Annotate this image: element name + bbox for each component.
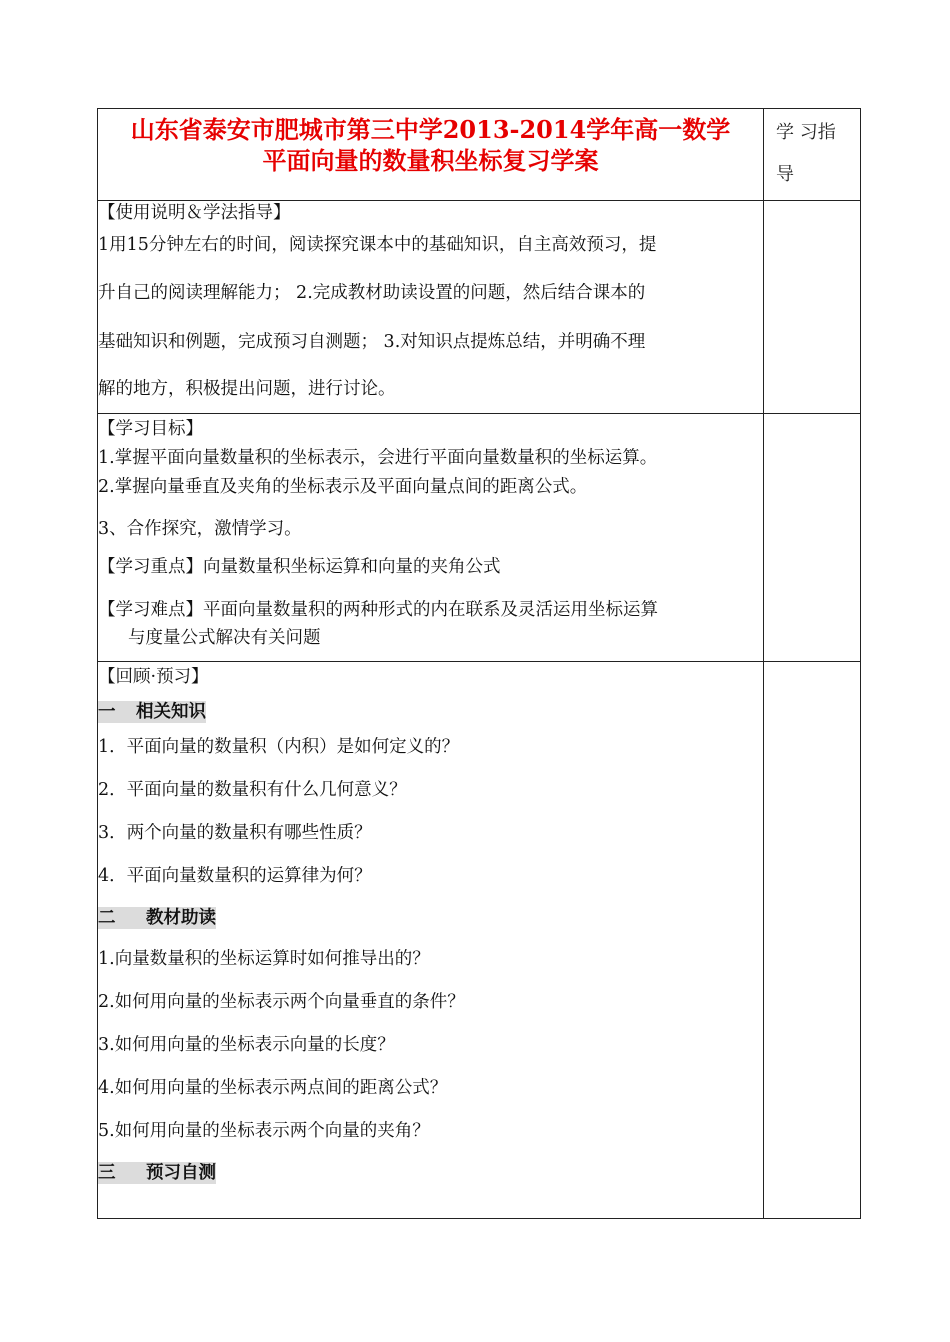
section-2-item-5: 5.如何用向量的坐标表示两个向量的夹角？ [98, 1121, 430, 1141]
section-2-item-2: 2.如何用向量的坐标表示两个向量垂直的条件？ [98, 992, 465, 1012]
section-1-highlight [98, 701, 206, 723]
side-label-line-1: 学 习指 [776, 122, 836, 143]
section-1-title: 相关知识 [136, 702, 206, 722]
objective-2: 2.掌握向量垂直及夹角的坐标表示及平面向量点间的距离公式。 [98, 477, 588, 497]
review-cell [98, 662, 764, 1219]
instructions-line-1: 1用15分钟左右的时间，阅读探究课本中的基础知识，自主高效预习，提 [98, 235, 657, 255]
objectives-row [98, 414, 861, 662]
title-line-1: 山东省泰安市肥城市第三中学2013-2014学年高一数学 [130, 115, 731, 144]
section-1-number: 一 [98, 702, 116, 722]
section-3-number: 三 [98, 1163, 116, 1183]
section-1-item-3: 3．两个向量的数量积有哪些性质？ [98, 823, 372, 843]
section-2-item-3: 3.如何用向量的坐标表示向量的长度？ [98, 1035, 395, 1055]
section-3-title: 预习自测 [146, 1163, 216, 1183]
objective-3: 3、合作探究，激情学习。 [98, 519, 302, 539]
objective-1: 1.掌握平面向量数量积的坐标表示，会进行平面向量数量积的坐标运算。 [98, 448, 658, 468]
side-cell-review [764, 662, 861, 1219]
review-row [98, 662, 861, 1219]
instructions-line-4: 解的地方，积极提出问题，进行讨论。 [98, 379, 396, 399]
side-cell-instructions [764, 201, 861, 414]
instructions-row [98, 201, 861, 414]
review-heading: 【回顾·预习】 [98, 667, 209, 687]
title-line-2: 平面向量的数量积坐标复习学案 [262, 146, 599, 175]
side-label [764, 109, 860, 195]
difficulty-line-1: 【学习难点】平面向量数量积的两种形式的内在联系及灵活运用坐标运算 [98, 600, 658, 620]
instructions-line-2: 升自己的阅读理解能力； 2.完成教材助读设置的问题，然后结合课本的 [98, 283, 646, 303]
section-2-title: 教材助读 [146, 908, 216, 928]
objectives-cell [98, 414, 764, 662]
side-label-line-2: 导 [776, 164, 794, 185]
key-points: 【学习重点】向量数量积坐标运算和向量的夹角公式 [98, 557, 501, 577]
section-2-highlight [98, 907, 216, 929]
section-2-item-1: 1.向量数量积的坐标运算时如何推导出的？ [98, 949, 430, 969]
section-3-header [98, 1153, 763, 1187]
section-1-item-4: 4．平面向量数量积的运算律为何？ [98, 866, 372, 886]
objectives-heading: 【学习目标】 [98, 419, 203, 439]
section-1-item-2: 2．平面向量的数量积有什么几何意义？ [98, 780, 407, 800]
section-2-header [98, 898, 763, 938]
side-cell-objectives [764, 414, 861, 662]
instructions-heading: 【使用说明＆学法指导】 [98, 203, 291, 223]
section-1-header [98, 692, 763, 726]
side-header-cell [764, 109, 861, 201]
instructions-cell [98, 201, 764, 414]
title-cell [98, 109, 764, 201]
header-row [98, 109, 861, 201]
section-1-item-1: 1．平面向量的数量积（内积）是如何定义的？ [98, 737, 460, 757]
difficulty-line-2: 与度量公式解决有关问题 [128, 628, 321, 648]
study-plan-table [97, 108, 861, 1219]
section-3-highlight [98, 1162, 216, 1184]
section-2-item-4: 4.如何用向量的坐标表示两点间的距离公式？ [98, 1078, 448, 1098]
section-2-number: 二 [98, 908, 116, 928]
instructions-line-3: 基础知识和例题，完成预习自测题； 3.对知识点提炼总结，并明确不理 [98, 332, 646, 352]
document-title [98, 109, 763, 200]
